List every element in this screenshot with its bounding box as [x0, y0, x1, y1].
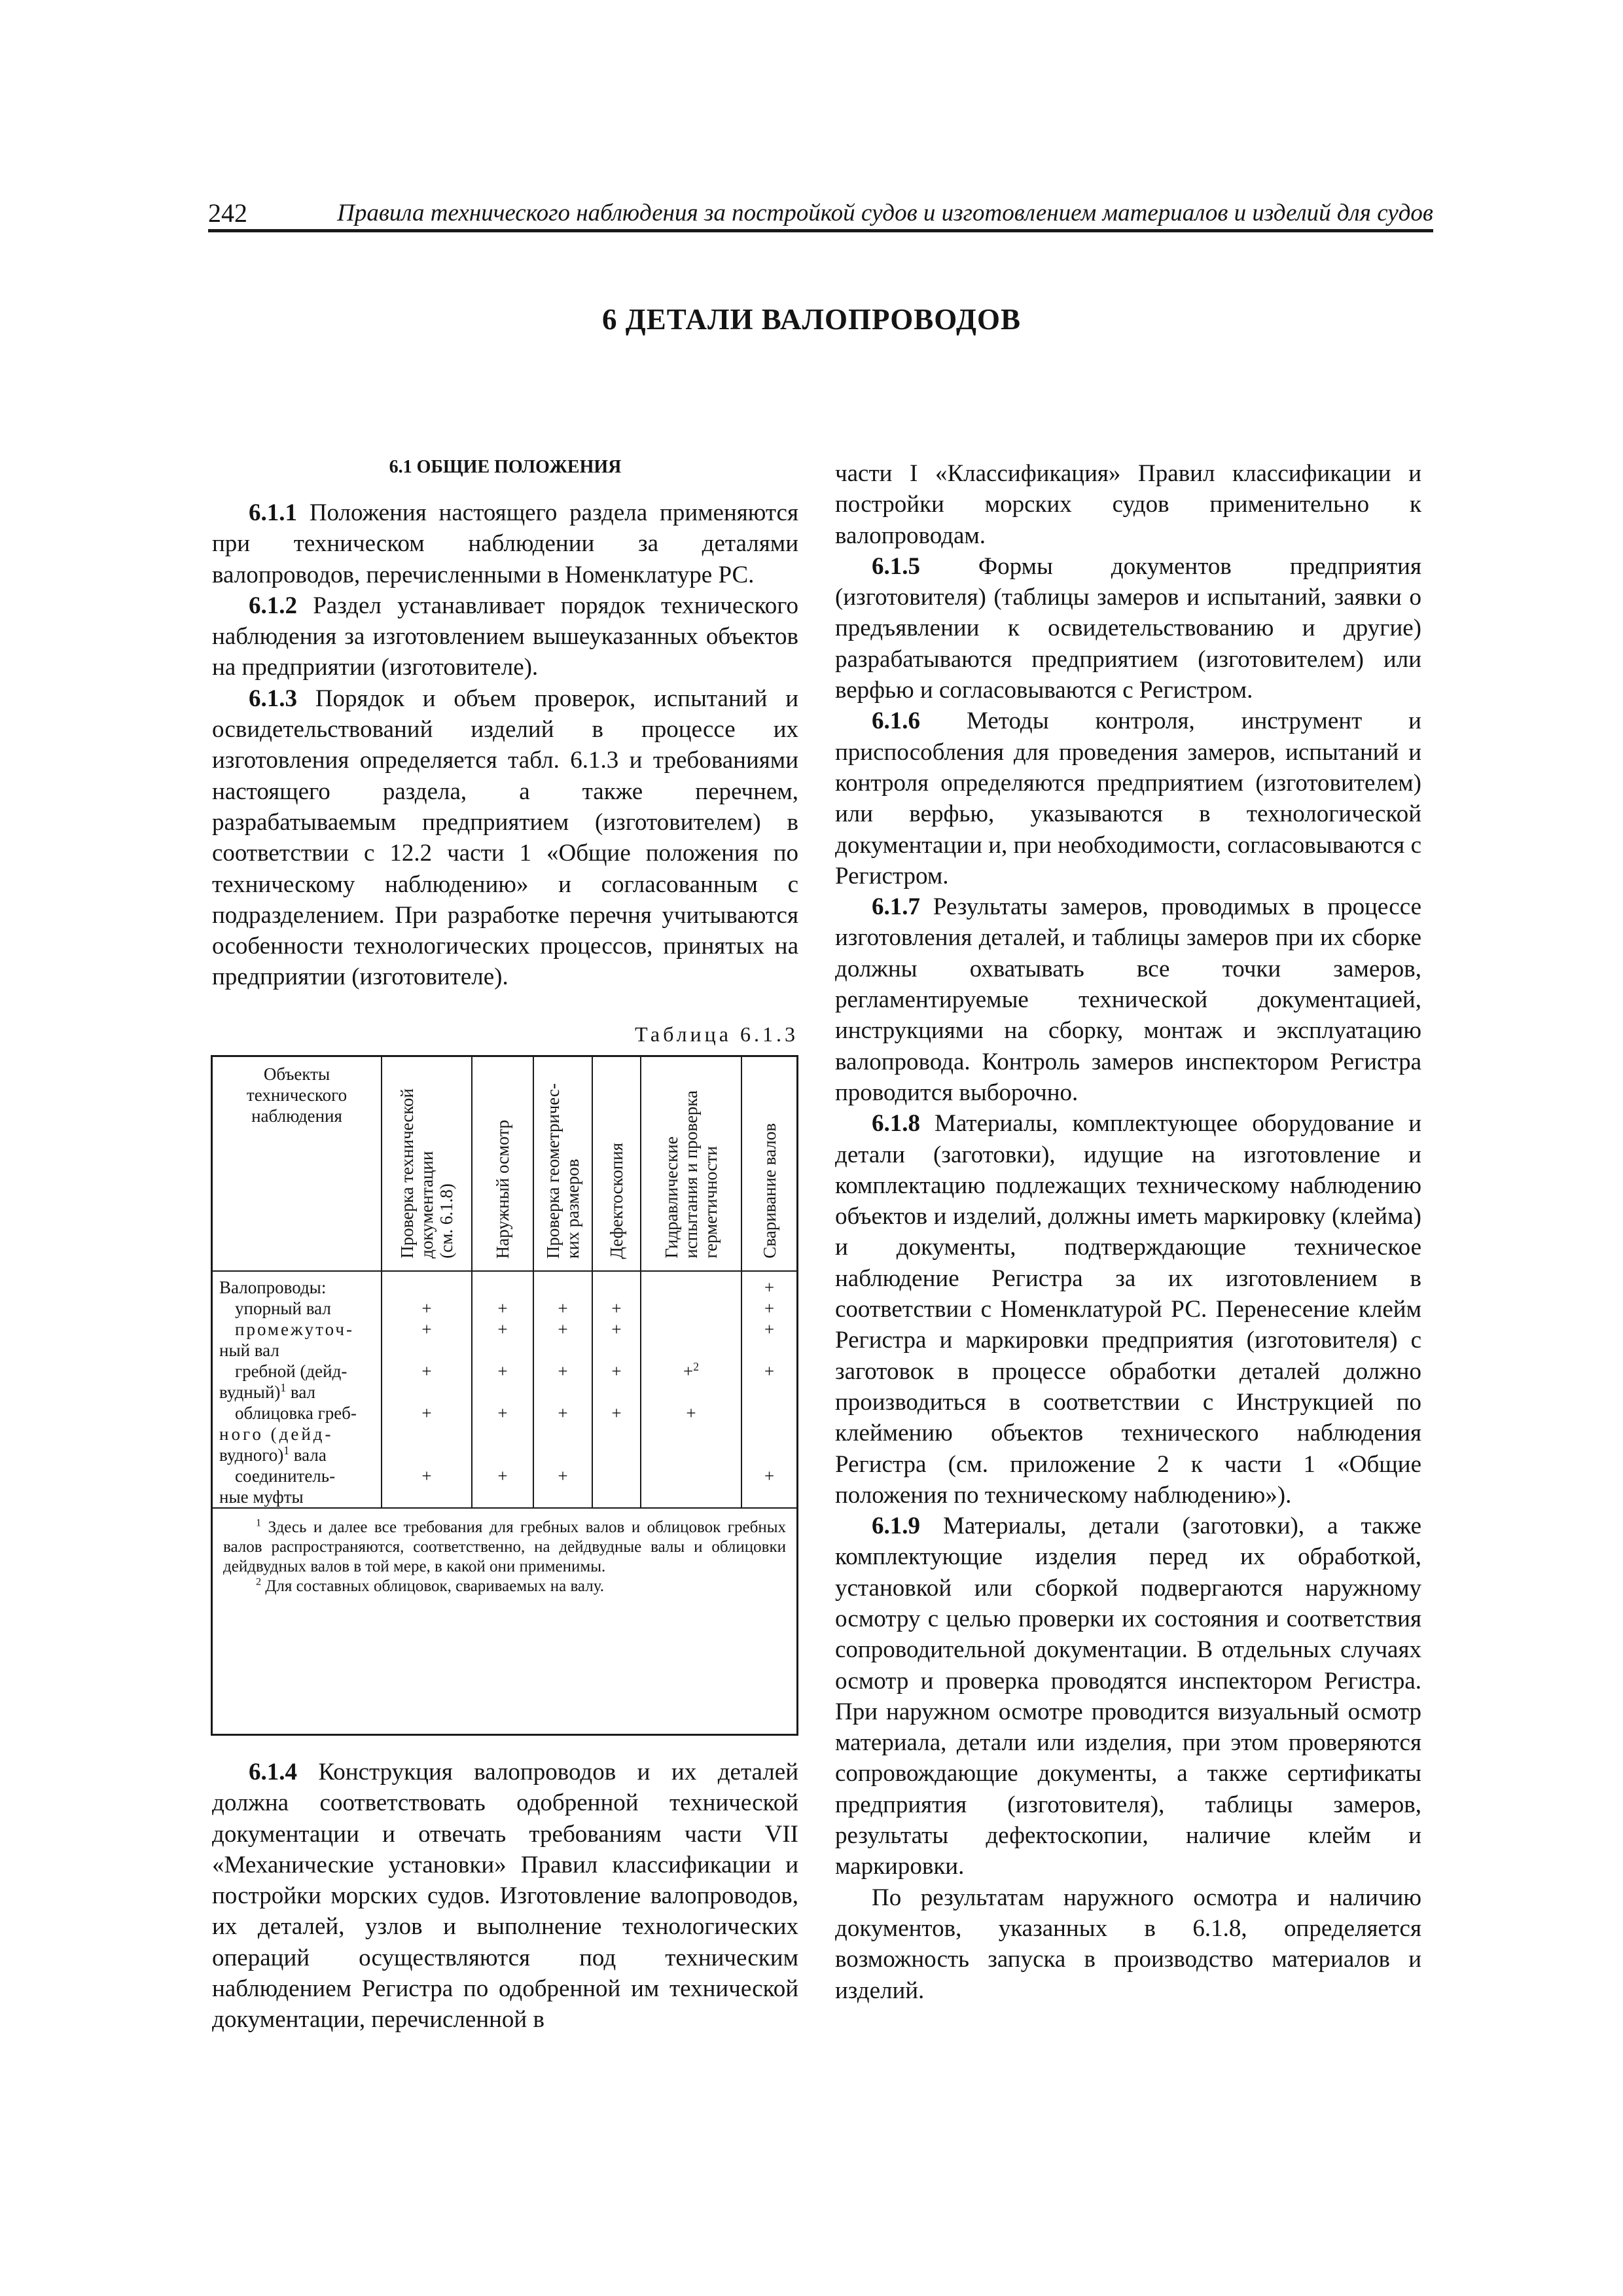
table-mark: + [686, 1403, 696, 1423]
table-mark: + [421, 1319, 432, 1339]
table-body [213, 1271, 796, 1507]
paragraph-6-1-7: 6.1.7 Результаты замеров, проводимых в процессе изготовления деталей, и таблицы замеров при их сборке должны охватывать все точки замеров, регламентируемые технической документацией, инструкциями на сборку, монтаж и эксплуатацию валопровода. Контроль замеров инспектором Регистра проводится выборочно. [835, 893, 1421, 1106]
header-objects: Объекты технического наблюдения [213, 1057, 382, 1271]
objects-table [213, 1057, 796, 1507]
paragraph-6-1-1: 6.1.1 Положения настоящего раздела применяются при техническом наблюдении за деталями валопроводов, перечисленными в Номенклатуре РС. [212, 499, 798, 588]
header-doc-check: Проверка технической документации (см. 6.1.8) [382, 1057, 472, 1271]
table-mark: + [421, 1403, 432, 1423]
header-shaft-welding: Сваривание валов [741, 1057, 796, 1271]
table-mark: + [764, 1466, 775, 1486]
left-column-lower [212, 1757, 798, 2036]
table-header-row [213, 1057, 796, 1271]
section-title: 6.1 ОБЩИЕ ПОЛОЖЕНИЯ [389, 457, 622, 477]
table-footnotes [213, 1507, 796, 1596]
table-mark: + [558, 1361, 568, 1381]
running-header [208, 198, 1433, 232]
right-column [835, 458, 1421, 2006]
table-mark: + [421, 1466, 432, 1486]
marks-visual-inspection [472, 1271, 533, 1507]
table-mark: + [611, 1319, 622, 1339]
row-name: вудного)$^1$ вала [219, 1444, 327, 1465]
header-visual-inspection: Наружный осмотр [472, 1057, 533, 1271]
table-mark: + [764, 1319, 775, 1339]
chapter-title: 6 ДЕТАЛИ ВАЛОПРОВОДОВ [602, 303, 1021, 336]
row-name: ные муфты [219, 1487, 304, 1507]
table-mark: + [497, 1319, 508, 1339]
row-name: упорный вал [235, 1299, 331, 1318]
footnote-1: $^1$ Здесь и далее все требования для гребных валов и облицовок гребных валов распространяются, соответственно, на дейдвудные валы и облицовки дейдвудных валов в той мере, в какой они применимы. [223, 1516, 786, 1575]
table-mark: + [611, 1299, 622, 1318]
marks-flaw-detection [592, 1271, 641, 1507]
header-geometry-check: Проверка геометричес- ких размеров [533, 1057, 592, 1271]
row-name: ного (дейд- [219, 1424, 334, 1444]
row-name: облицовка греб- [235, 1403, 357, 1423]
running-title: Правила технического наблюдения за постройкой судов и изготовлением материалов и изделий для судов [337, 200, 1433, 226]
header-flaw-detection: Дефектоскопия [592, 1057, 641, 1271]
marks-shaft-welding: + + + + + [741, 1271, 796, 1507]
page-number: 242 [208, 198, 247, 228]
table-mark: + [764, 1361, 775, 1381]
paragraph-6-1-9: 6.1.9 Материалы, детали (заготовки), а также комплектующие изделия перед их обработкой, установкой или сборкой подвергаются наружному осмотру с целью проверки их состояния и соответствия сопроводительной документации. В отдельных случаях осмотр и проверка проводятся инспектором Регистра. При наружном осмотре проводится визуальный осмотр материала, детали или изделия, при этом проверяются сопровождающие документы, а также сертификаты предприятия (изготовителя), таблицы замеров, результаты дефектоскопии, наличие клейм и маркировки. [835, 1513, 1421, 1880]
row-name: гребной (дейд- [235, 1361, 348, 1381]
table-mark: + [611, 1361, 622, 1381]
table-mark: + [558, 1299, 568, 1318]
table-caption: Таблица 6.1.3 [635, 1022, 798, 1046]
table-mark: + [497, 1361, 508, 1381]
paragraph-6-1-3: 6.1.3 Порядок и объем проверок, испытаний и освидетельствований изделий в процессе их изготовления определяется табл. 6.1.3 и требованиями настоящего раздела, а также перечнем, разрабатываемым предприятием (изготовителем) в соответствии с 12.2 части 1 «Общие положения по техническому наблюдению» и согласованным с подразделением. При разработке перечня учитываются особенности технологических процессов, принятых на предприятии (изготовителе). [212, 685, 798, 991]
marks-doc-check [382, 1271, 472, 1507]
table-mark [641, 1319, 741, 1340]
objects-column [213, 1271, 382, 1507]
group-label: Валопроводы: [219, 1278, 327, 1297]
table-6-1-3 [211, 1055, 798, 1736]
row-name: ный вал [219, 1340, 279, 1360]
table-mark [742, 1403, 796, 1424]
marks-hydraulic-tests [641, 1271, 741, 1507]
table-mark: + [611, 1403, 622, 1423]
row-name: вудный)$^1$ вал [219, 1381, 316, 1402]
table-mark: + [764, 1299, 775, 1318]
paragraph-final: По результатам наружного осмотра и наличию документов, указанных в 6.1.8, определяется возможность запуска в производство материалов и изделий. [835, 1884, 1421, 2004]
table-mark: + [421, 1361, 432, 1381]
table-mark [641, 1465, 741, 1486]
paragraph-6-1-4: 6.1.4 Конструкция валопроводов и их деталей должна соответствовать одобренной технической документации и отвечать требованиям части VII «Механические установки» Правил классификации и постройки морских судов. Изготовление валопроводов, их деталей, узлов и выполнение технологических операций осуществляются под техническим наблюдением Регистра по одобренной им технической документации, перечисленной в [212, 1759, 798, 2034]
paragraph-6-1-5: 6.1.5 Формы документов предприятия (изготовителя) (таблицы замеров и испытаний, заявки о предъявлении к освидетельствованию и другие) разрабатываются предприятием (изготовителем) или верфью и согласовываются с Регистром. [835, 552, 1421, 704]
row-name: соединитель- [235, 1466, 336, 1486]
row-name: промежуточ- [235, 1319, 354, 1339]
table-mark [641, 1298, 741, 1319]
paragraph-6-1-4-continued: части I «Классификация» Правил классификации и постройки морских судов применительно к валопроводам. [835, 460, 1421, 549]
table-mark: + [497, 1403, 508, 1423]
header-hydraulic-tests: Гидравлические испытания и проверка герметичности [641, 1057, 741, 1271]
table-mark: + [497, 1466, 508, 1486]
paragraph-6-1-8: 6.1.8 Материалы, комплектующее оборудование и детали (заготовки), идущие на изготовление и комплектацию подлежащих техническому наблюдению объектов и изделий, должны иметь маркировку (клейма) и документы, подтверждающие техническое наблюдение Регистра за их изготовлением в соответствии с Номенклатурой РС. Перенесение клейм Регистра и маркировки предприятия (изготовителя) с заготовок в процессе обработки деталей должно производиться в соответствии с Инструкцией по клеймению объектов технического наблюдения Регистра (см. приложение 2 к части 1 «Общие положения по техническому наблюдению»). [835, 1110, 1421, 1509]
table-mark: + [421, 1299, 432, 1318]
footnote-2: $^2$ Для составных облицовок, свариваемых на валу. [256, 1575, 604, 1595]
table-mark: +$^2$ [683, 1360, 699, 1381]
table-mark: + [558, 1403, 568, 1423]
marks-geometry-check [533, 1271, 592, 1507]
table-mark: + [558, 1466, 568, 1486]
paragraph-6-1-6: 6.1.6 Методы контроля, инструмент и приспособления для проведения замеров, испытаний и контроля определяются предприятием (изготовителем) или верфью, указываются в технологической документации и, при необходимости, согласовываются с Регистром. [835, 708, 1421, 889]
table-mark: + [497, 1299, 508, 1318]
paragraph-6-1-2: 6.1.2 Раздел устанавливает порядок технического наблюдения за изготовлением вышеуказанных объектов на предприятии (изготовителе). [212, 592, 798, 681]
left-column-upper [212, 497, 798, 993]
table-mark: + [558, 1319, 568, 1339]
table-mark [593, 1465, 640, 1486]
